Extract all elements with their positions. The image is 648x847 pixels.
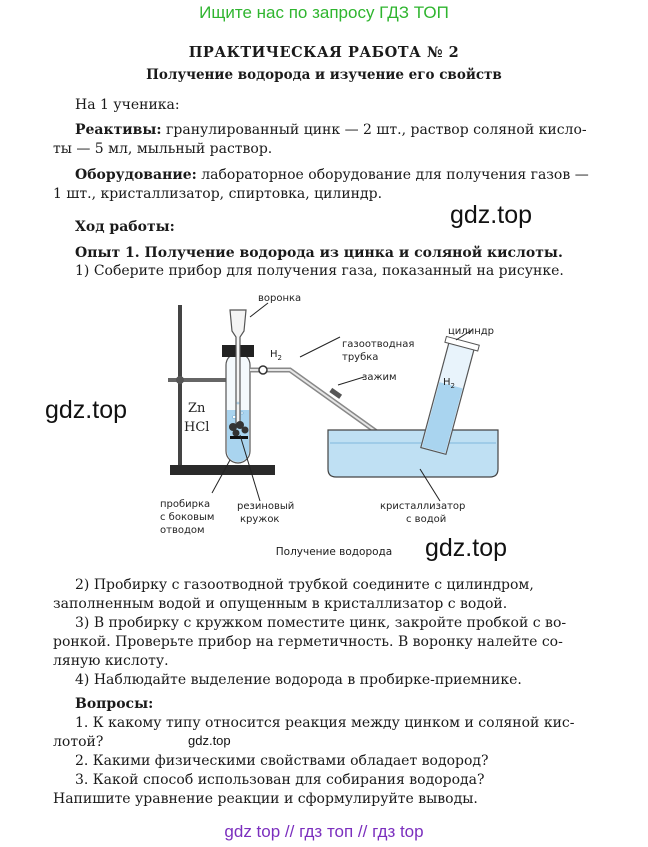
reagents-line1 <box>75 121 587 140</box>
step3-line1: 3) В пробирку с кружком поместите цинк, закройте пробкой с во- <box>75 615 567 631</box>
label-tube-1: пробирка <box>160 499 211 510</box>
label-cryst-2: с водой <box>406 514 447 525</box>
reagents-text1: гранулированный цинк — 2 шт., раствор соляной кисло- <box>161 122 587 138</box>
watermark-small: gdz.top <box>188 733 231 748</box>
reagents-label: Реактивы: <box>75 122 162 138</box>
label-hcl: HCl <box>184 420 210 435</box>
q2: 2. Какими физическими свойствами обладает водород? <box>75 753 489 769</box>
watermark-1: gdz.top <box>450 201 533 229</box>
step2-line2: заполненным водой и опущенным в кристаллизатор с водой. <box>53 596 508 612</box>
step3-line2: ронкой. Проверьте прибор на герметичность. В воронку налейте со- <box>53 634 563 650</box>
q1-line1: 1. К какому типу относится реакция между цинком и соляной кис- <box>75 715 575 731</box>
rubber-disc <box>230 436 248 439</box>
experiment1-heading: Опыт 1. Получение водорода из цинка и соляной кислоты. <box>75 245 563 261</box>
watermark-3: gdz.top <box>425 534 508 562</box>
label-rubber-1: резиновый <box>237 501 295 512</box>
tube-joint <box>259 366 267 374</box>
apparatus-figure <box>150 285 510 545</box>
final-instruction: Напишите уравнение реакции и сформулируйте выводы. <box>53 791 478 807</box>
page-title: ПРАКТИЧЕСКАЯ РАБОТА № 2 <box>188 44 460 61</box>
stand-rod <box>178 305 182 465</box>
equipment-line2: 1 шт., кристаллизатор, спиртовка, цилиндр. <box>53 186 383 202</box>
equipment-line1 <box>75 166 589 185</box>
q1-line2: лотой? <box>53 734 104 750</box>
page-subtitle: Получение водорода и изучение его свойств <box>146 67 502 83</box>
bottom-banner: gdz top // гдз топ // гдз top <box>224 822 424 841</box>
label-clamp: зажим <box>362 372 397 383</box>
watermark-2: gdz.top <box>45 396 128 424</box>
label-cyl-h2: $H_2$ <box>443 377 455 390</box>
per-student: На 1 ученика: <box>75 97 180 113</box>
label-tube-2: с боковым <box>160 512 215 523</box>
reagents-line2: ты — 5 мл, мыльный раствор. <box>53 141 273 157</box>
label-funnel: воронка <box>258 293 302 304</box>
label-gas-tube-2: трубка <box>342 352 379 363</box>
label-zn: Zn <box>188 401 206 416</box>
step1: 1) Соберите прибор для получения газа, показанный на рисунке. <box>75 263 564 279</box>
stand-clamp-knob <box>176 376 184 384</box>
questions-heading: Вопросы: <box>75 696 154 712</box>
label-cryst-1: кристаллизатор <box>380 501 466 512</box>
crystallizer <box>328 430 498 477</box>
step4: 4) Наблюдайте выделение водорода в пробирке-приемнике. <box>75 672 522 688</box>
equipment-label: Оборудование: <box>75 167 197 183</box>
top-banner: Ищите нас по запросу ГДЗ ТОП <box>199 3 449 22</box>
label-gas-tube-1: газоотводная <box>342 339 415 350</box>
equipment-text1: лабораторное оборудование для получения газов — <box>196 167 589 183</box>
q3: 3. Какой способ использован для собирания водорода? <box>75 772 485 788</box>
label-tube-3: отводом <box>160 525 205 536</box>
label-h2-tube: $H_2$ <box>270 349 282 362</box>
work-heading: Ход работы: <box>75 219 175 235</box>
step3-line3: ляную кислоту. <box>53 653 169 669</box>
figure-caption: Получение водорода <box>275 546 393 558</box>
label-cylinder: цилиндр <box>448 326 494 337</box>
label-rubber-2: кружок <box>240 514 280 525</box>
step2-line1: 2) Пробирку с газоотводной трубкой соедините с цилиндром, <box>75 577 534 593</box>
